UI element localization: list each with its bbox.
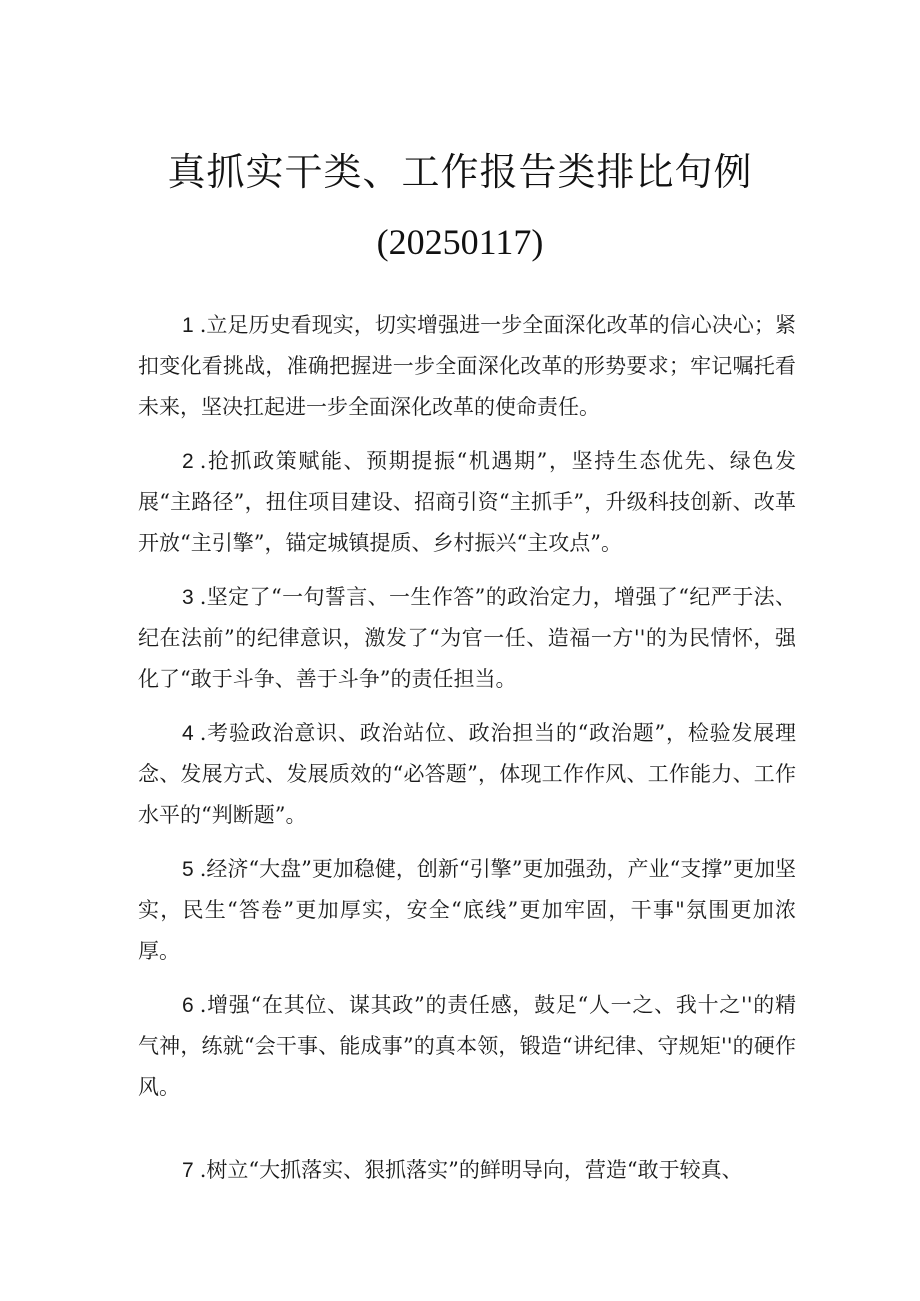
document-title: 真抓实干类、工作报告类排比句例 [167, 150, 753, 194]
paragraph-number: 3 [182, 586, 194, 609]
paragraph-3 [138, 577, 796, 700]
paragraph-text: .经济“大盘”更加稳健，创新“引擎”更加强劲，产业“支撑”更加坚实，民生“答卷”更加厚实，安全“底线”更加牢固，干事"氛围更加浓厚。 [138, 857, 796, 963]
document-date: (20250117) [376, 222, 544, 262]
document-body [138, 305, 796, 1204]
paragraph-text: .抢抓政策赋能、预期提振“机遇期”，坚持生态优先、绿色发展“主路径”，扭住项目建设、招商引资“主抓手”，升级科技创新、改革开放“主引擎”，锚定城镇提质、乡村振兴“主攻点”。 [138, 449, 796, 555]
paragraph-1 [138, 305, 796, 428]
paragraph-4 [138, 713, 796, 836]
paragraph-6 [138, 985, 796, 1108]
paragraph-text: .增强“在其位、谋其政”的责任感，鼓足“人一之、我十之''的精气神，练就“会干事、能成事”的真本领，锻造“讲纪律、守规矩''的硬作风。 [138, 993, 796, 1099]
paragraph-number: 4 [182, 722, 194, 745]
paragraph-7 [138, 1150, 796, 1191]
paragraph-number: 5 [182, 858, 194, 881]
paragraph-2 [138, 441, 796, 564]
paragraph-text: .考验政治意识、政治站位、政治担当的“政治题”，检验发展理念、发展方式、发展质效的“必答题”，体现工作作风、工作能力、工作水平的“判断题”。 [138, 721, 796, 827]
paragraph-5 [138, 849, 796, 972]
paragraph-number: 6 [182, 994, 194, 1017]
paragraph-text: .立足历史看现实，切实增强进一步全面深化改革的信心决心；紧扣变化看挑战，准确把握进一步全面深化改革的形势要求；牢记嘱托看未来，坚决扛起进一步全面深化改革的使命责任。 [138, 313, 796, 419]
paragraph-number: 1 [182, 314, 194, 337]
paragraph-text: .坚定了“一句誓言、一生作答”的政治定力，增强了“纪严于法、纪在法前”的纪律意识，激发了“为官一任、造福一方''的为民情怀，强化了“敢于斗争、善于斗争”的责任担当。 [138, 585, 796, 691]
paragraph-number: 7 [182, 1159, 194, 1182]
paragraph-text: .树立“大抓落实、狠抓落实”的鲜明导向，营造“敢于较真、 [199, 1158, 743, 1182]
paragraph-number: 2 [182, 450, 194, 473]
